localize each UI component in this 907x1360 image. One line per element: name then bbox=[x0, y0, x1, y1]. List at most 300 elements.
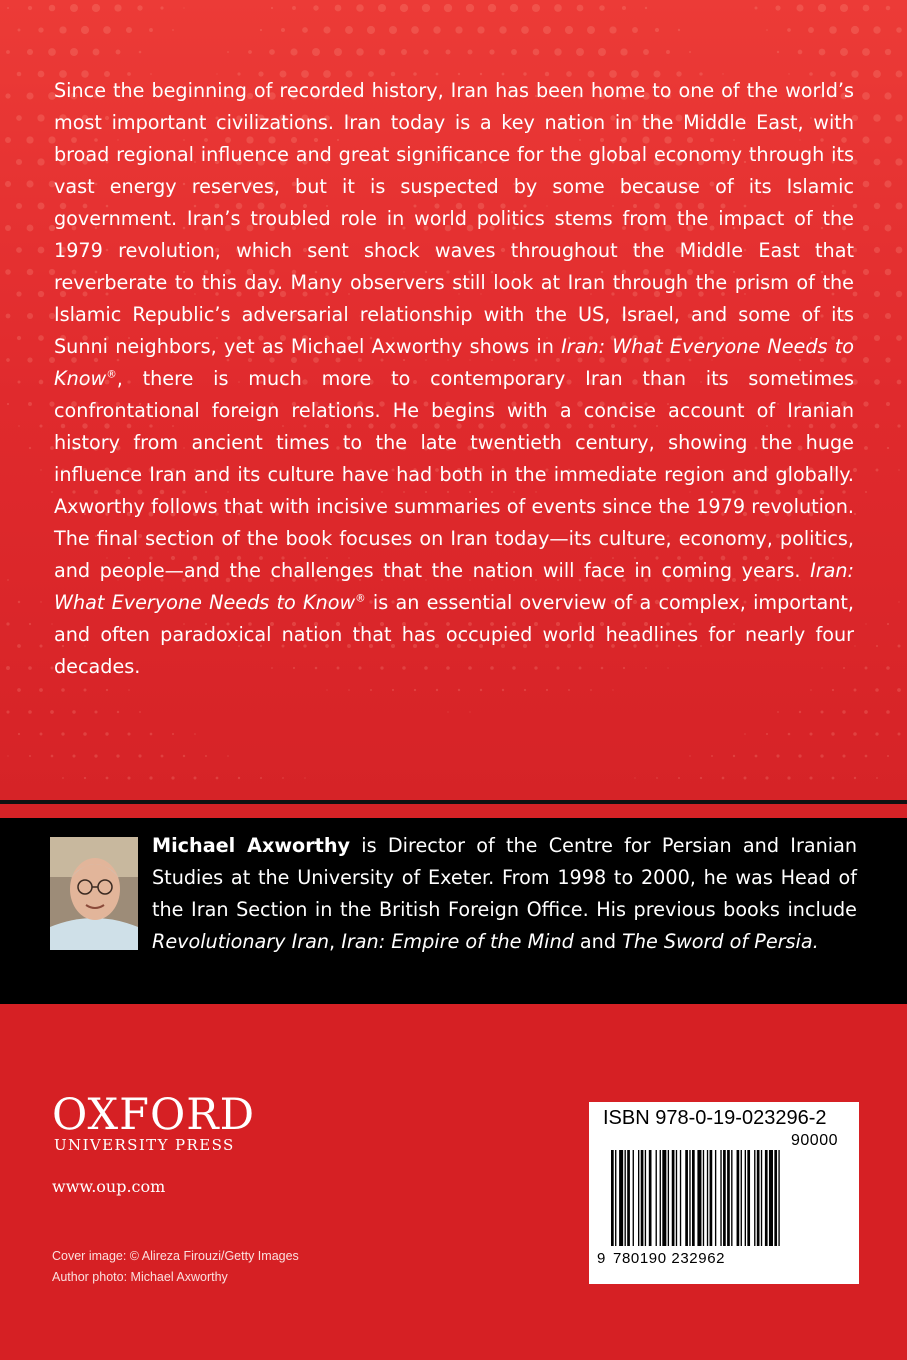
halftone-dot bbox=[137, 5, 142, 10]
halftone-dot bbox=[511, 49, 517, 55]
halftone-dot bbox=[29, 447, 31, 449]
halftone-dot bbox=[521, 26, 529, 34]
halftone-dot bbox=[6, 622, 9, 625]
halftone-dot bbox=[150, 733, 153, 736]
halftone-dot bbox=[414, 689, 416, 691]
barcode-bar bbox=[680, 1150, 681, 1246]
halftone-dot bbox=[205, 755, 207, 757]
halftone-dot bbox=[139, 711, 141, 713]
author-bio bbox=[152, 830, 857, 958]
halftone-dot bbox=[831, 732, 834, 735]
halftone-dot bbox=[510, 4, 518, 12]
halftone-dot bbox=[634, 777, 635, 778]
halftone-dot bbox=[94, 754, 97, 757]
halftone-dot bbox=[643, 49, 649, 55]
halftone-dot bbox=[865, 491, 867, 493]
halftone-dot bbox=[469, 711, 470, 712]
halftone-dot bbox=[887, 623, 889, 625]
halftone-dot bbox=[28, 710, 32, 714]
halftone-dot bbox=[886, 402, 890, 406]
halftone-dot bbox=[887, 755, 889, 757]
halftone-dot bbox=[227, 51, 229, 53]
halftone-dot bbox=[216, 777, 219, 780]
halftone-dot bbox=[304, 777, 305, 778]
halftone-dot bbox=[93, 49, 100, 56]
halftone-dot bbox=[896, 291, 902, 297]
halftone-dot bbox=[875, 732, 878, 735]
halftone-dot bbox=[885, 313, 891, 319]
halftone-dot bbox=[7, 7, 9, 9]
halftone-dot bbox=[194, 733, 196, 735]
barcode-bar bbox=[662, 1150, 666, 1246]
halftone-dot bbox=[444, 4, 452, 12]
halftone-dot bbox=[568, 689, 570, 691]
halftone-dot bbox=[886, 666, 890, 670]
halftone-dot bbox=[48, 48, 56, 56]
halftone-dot bbox=[876, 777, 878, 779]
halftone-dot bbox=[171, 776, 174, 779]
barcode-bar bbox=[625, 1150, 626, 1246]
halftone-dot bbox=[863, 401, 868, 406]
halftone-dot bbox=[896, 27, 902, 33]
halftone-dot bbox=[887, 447, 889, 449]
halftone-dot bbox=[423, 49, 428, 54]
halftone-dot bbox=[777, 711, 779, 713]
halftone-dot bbox=[863, 5, 870, 12]
halftone-dot bbox=[127, 732, 130, 735]
halftone-dot bbox=[874, 379, 880, 385]
barcode-bar bbox=[641, 1150, 644, 1246]
halftone-dot bbox=[886, 6, 891, 11]
halftone-dot bbox=[796, 4, 803, 11]
ean-first-digit: 9 bbox=[597, 1250, 606, 1267]
halftone-dot bbox=[864, 710, 868, 714]
halftone-dot bbox=[477, 26, 484, 33]
halftone-dot bbox=[809, 776, 812, 779]
halftone-dot bbox=[678, 777, 680, 779]
halftone-dot bbox=[565, 26, 573, 34]
halftone-dot bbox=[51, 623, 52, 624]
ean-digits: 780190 232962 bbox=[613, 1250, 726, 1267]
halftone-dot bbox=[865, 667, 868, 670]
barcode-bar bbox=[703, 1150, 704, 1246]
barcode-bar bbox=[660, 1150, 661, 1246]
book-revolutionary-iran: Revolutionary Iran bbox=[152, 930, 330, 953]
halftone-dot bbox=[832, 777, 835, 780]
halftone-dot bbox=[127, 776, 130, 779]
halftone-dot bbox=[622, 6, 626, 10]
halftone-dot bbox=[554, 48, 561, 55]
halftone-dot bbox=[885, 269, 892, 276]
halftone-dot bbox=[401, 49, 407, 55]
halftone-dot bbox=[886, 710, 890, 714]
halftone-dot bbox=[447, 711, 448, 712]
halftone-dot bbox=[389, 26, 397, 34]
barcode-bar bbox=[611, 1150, 614, 1246]
halftone-dot bbox=[898, 733, 901, 736]
halftone-dot bbox=[51, 755, 54, 758]
halftone-dot bbox=[149, 776, 152, 779]
halftone-dot bbox=[16, 115, 22, 121]
halftone-dot bbox=[392, 689, 394, 691]
halftone-dot bbox=[874, 247, 880, 253]
halftone-dot bbox=[863, 181, 870, 188]
halftone-dot bbox=[83, 732, 87, 736]
halftone-dot bbox=[876, 645, 878, 647]
halftone-dot bbox=[853, 732, 857, 736]
halftone-dot bbox=[842, 754, 845, 757]
halftone-dot bbox=[733, 755, 735, 757]
halftone-dot bbox=[798, 754, 801, 757]
halftone-dot bbox=[18, 425, 20, 427]
halftone-dot bbox=[61, 732, 64, 735]
halftone-dot bbox=[840, 48, 848, 56]
halftone-dot bbox=[16, 247, 22, 253]
halftone-dot bbox=[896, 71, 903, 78]
barcode-bar bbox=[715, 1150, 716, 1246]
halftone-dot bbox=[546, 689, 548, 691]
barcode-bar bbox=[645, 1150, 646, 1246]
halftone-dot bbox=[39, 688, 43, 692]
halftone-dot bbox=[766, 733, 768, 735]
halftone-dot bbox=[865, 623, 866, 624]
halftone-dot bbox=[292, 6, 296, 10]
halftone-dot bbox=[755, 7, 758, 10]
halftone-dot bbox=[114, 4, 121, 11]
halftone-dot bbox=[227, 755, 229, 757]
halftone-dot bbox=[72, 754, 75, 757]
barcode-bar bbox=[774, 1150, 777, 1246]
halftone-dot bbox=[326, 689, 327, 690]
halftone-dot bbox=[149, 28, 153, 32]
halftone-dot bbox=[61, 688, 65, 692]
halftone-dot bbox=[269, 49, 275, 55]
halftone-dot bbox=[864, 446, 868, 450]
halftone-dot bbox=[854, 689, 857, 692]
halftone-dot bbox=[27, 49, 33, 55]
barcode-bar bbox=[745, 1150, 746, 1246]
halftone-dot bbox=[722, 777, 725, 780]
halftone-dot bbox=[290, 48, 297, 55]
book-description bbox=[54, 75, 854, 683]
barcode-bar bbox=[747, 1150, 750, 1246]
halftone-dot bbox=[28, 402, 32, 406]
barcode-bar bbox=[692, 1150, 695, 1246]
halftone-dot bbox=[488, 4, 496, 12]
halftone-dot bbox=[874, 159, 881, 166]
description-part-1: Since the beginning of recorded history, Iran has been home to one of the world’s most important civilizations. Iran today is a key nation in the Middle East, with broad regional influence and great significance for the global economy through its vast energy reserves, but it is suspected by some because of its Islamic government. Iran’s troubled role in world politics stems from the impact of the 1979 revolution, which sent shock waves throughout the Middle East that reverberate to this day. Many observers still look at Iran through the prism of the Islamic Republic’s adversarial relationship with the US, Israel, and some of its Sunni neighbors, yet as Michael Axworthy shows in bbox=[54, 79, 854, 358]
halftone-dot bbox=[17, 336, 21, 340]
barcode-bar bbox=[731, 1150, 732, 1246]
halftone-dot bbox=[599, 5, 605, 11]
halftone-dot bbox=[62, 777, 64, 779]
halftone-dot bbox=[689, 51, 691, 53]
barcode-bar bbox=[633, 1150, 634, 1246]
halftone-dot bbox=[139, 51, 142, 54]
halftone-dot bbox=[59, 26, 66, 33]
halftone-dot bbox=[874, 291, 880, 297]
halftone-dot bbox=[897, 424, 900, 427]
halftone-dot bbox=[50, 710, 54, 714]
halftone-dot bbox=[248, 50, 252, 54]
halftone-dot bbox=[16, 291, 21, 296]
halftone-dot bbox=[238, 777, 240, 779]
halftone-dot bbox=[776, 754, 779, 757]
halftone-dot bbox=[808, 27, 814, 33]
author-name: Michael Axworthy bbox=[152, 834, 351, 857]
halftone-dot bbox=[612, 689, 613, 690]
halftone-dot bbox=[106, 689, 108, 691]
halftone-dot bbox=[37, 114, 44, 121]
halftone-dot bbox=[29, 755, 31, 757]
halftone-dot bbox=[40, 733, 43, 736]
barcode-bar bbox=[697, 1150, 701, 1246]
halftone-dot bbox=[840, 4, 848, 12]
halftone-dot bbox=[896, 335, 902, 341]
halftone-dot bbox=[105, 732, 108, 735]
bio-and: and bbox=[573, 930, 623, 953]
halftone-dot bbox=[897, 380, 902, 385]
halftone-dot bbox=[172, 733, 174, 735]
halftone-dot bbox=[72, 710, 75, 713]
barcode-bar bbox=[656, 1150, 657, 1246]
halftone-dot bbox=[70, 4, 78, 12]
halftone-dot bbox=[863, 313, 869, 319]
halftone-dot bbox=[39, 380, 44, 385]
halftone-dot bbox=[6, 50, 10, 54]
halftone-dot bbox=[6, 314, 11, 319]
barcode-bar bbox=[707, 1150, 708, 1246]
halftone-dot bbox=[744, 733, 746, 735]
barcode-bar bbox=[638, 1150, 639, 1246]
publisher-url[interactable]: www.oup.com bbox=[52, 1177, 166, 1196]
registered-mark: ® bbox=[106, 368, 117, 381]
halftone-dot bbox=[379, 49, 386, 56]
halftone-dot bbox=[700, 777, 702, 779]
halftone-dot bbox=[17, 688, 21, 692]
halftone-dot bbox=[897, 688, 901, 692]
barcode-bar bbox=[619, 1150, 623, 1246]
halftone-dot bbox=[81, 26, 89, 34]
halftone-dot bbox=[7, 579, 9, 581]
halftone-dot bbox=[798, 50, 803, 55]
halftone-dot bbox=[27, 225, 34, 232]
halftone-dot bbox=[524, 689, 526, 691]
halftone-dot bbox=[755, 755, 758, 758]
halftone-dot bbox=[6, 710, 9, 713]
halftone-dot bbox=[576, 48, 584, 56]
halftone-dot bbox=[895, 114, 902, 121]
halftone-dot bbox=[138, 754, 141, 757]
halftone-dot bbox=[819, 49, 826, 56]
halftone-dot bbox=[260, 29, 262, 31]
halftone-dot bbox=[874, 203, 880, 209]
halftone-dot bbox=[788, 733, 791, 736]
halftone-dot bbox=[854, 777, 856, 779]
halftone-dot bbox=[863, 357, 869, 363]
halftone-dot bbox=[466, 4, 474, 12]
halftone-dot bbox=[499, 26, 506, 33]
halftone-dot bbox=[632, 27, 638, 33]
barcode-bar bbox=[710, 1150, 713, 1246]
halftone-dot bbox=[468, 50, 473, 55]
halftone-dot bbox=[898, 469, 900, 471]
halftone-dot bbox=[885, 357, 890, 362]
halftone-dot bbox=[862, 136, 869, 143]
bio-comma: , bbox=[329, 930, 342, 953]
halftone-dot bbox=[873, 114, 881, 122]
halftone-dot bbox=[312, 48, 320, 56]
author-bio-text: is Director of the Centre for Persian and Iranian Studies at the University of Exeter. From 1998 to 2000, he was Head of the Iran Section in the British Foreign Office. His previous books include bbox=[152, 834, 857, 921]
halftone-dot bbox=[884, 136, 891, 143]
barcode-bar bbox=[765, 1150, 768, 1246]
halftone-dot bbox=[895, 158, 902, 165]
halftone-dot bbox=[554, 4, 562, 12]
halftone-dot bbox=[422, 4, 430, 12]
halftone-dot bbox=[18, 601, 20, 603]
halftone-dot bbox=[666, 50, 670, 54]
halftone-dot bbox=[281, 28, 285, 32]
halftone-dot bbox=[28, 666, 32, 670]
halftone-dot bbox=[829, 26, 837, 34]
halftone-dot bbox=[92, 4, 100, 12]
halftone-dot bbox=[116, 50, 121, 55]
halftone-dot bbox=[38, 335, 44, 341]
publisher-logo-subtitle: UNIVERSITY PRESS bbox=[54, 1136, 235, 1154]
author-portrait-image bbox=[50, 837, 138, 950]
halftone-dot bbox=[5, 137, 11, 143]
halftone-dot bbox=[620, 48, 627, 55]
halftone-dot bbox=[799, 711, 801, 713]
halftone-dot bbox=[18, 29, 21, 32]
halftone-dot bbox=[18, 733, 20, 735]
halftone-dot bbox=[28, 6, 32, 10]
halftone-dot bbox=[777, 51, 779, 53]
halftone-dot bbox=[818, 4, 826, 12]
halftone-dot bbox=[5, 181, 11, 187]
halftone-dot bbox=[40, 601, 41, 602]
halftone-dot bbox=[94, 710, 97, 713]
halftone-dot bbox=[873, 26, 880, 33]
halftone-dot bbox=[128, 689, 130, 691]
halftone-dot bbox=[334, 48, 342, 56]
halftone-dot bbox=[577, 5, 584, 12]
halftone-dot bbox=[854, 513, 856, 515]
halftone-dot bbox=[433, 26, 440, 33]
cover-image-credit: Cover image: © Alireza Firouzi/Getty Images bbox=[52, 1249, 299, 1263]
halftone-dot bbox=[27, 357, 32, 362]
halftone-dot bbox=[103, 26, 111, 34]
halftone-dot bbox=[29, 623, 31, 625]
barcode-icon bbox=[611, 1150, 849, 1248]
barcode-panel bbox=[589, 1102, 859, 1284]
halftone-dot bbox=[26, 136, 33, 143]
barcode-bar bbox=[685, 1150, 688, 1246]
halftone-dot bbox=[787, 28, 791, 32]
halftone-dot bbox=[854, 645, 855, 646]
barcode-bar bbox=[723, 1150, 726, 1246]
halftone-dot bbox=[39, 424, 42, 427]
halftone-dot bbox=[400, 4, 408, 12]
halftone-dot bbox=[458, 689, 460, 691]
halftone-dot bbox=[446, 50, 451, 55]
barcode-bar bbox=[737, 1150, 740, 1246]
halftone-dot bbox=[820, 754, 823, 757]
halftone-dot bbox=[183, 755, 185, 757]
author-photo-credit: Author photo: Michael Axworthy bbox=[52, 1270, 228, 1284]
halftone-dot bbox=[598, 48, 606, 56]
halftone-dot bbox=[862, 92, 870, 100]
halftone-dot bbox=[865, 755, 868, 758]
halftone-dot bbox=[38, 27, 43, 32]
halftone-dot bbox=[875, 424, 880, 429]
halftone-dot bbox=[587, 26, 595, 34]
barcode-bar bbox=[627, 1150, 630, 1246]
halftone-dot bbox=[876, 469, 879, 472]
halftone-dot bbox=[898, 645, 901, 648]
publisher-logo-oxford: OXFORD bbox=[52, 1090, 256, 1140]
halftone-dot bbox=[842, 710, 845, 713]
halftone-dot bbox=[126, 27, 132, 33]
halftone-dot bbox=[282, 777, 284, 779]
halftone-dot bbox=[348, 689, 350, 691]
halftone-dot bbox=[590, 689, 592, 691]
halftone-dot bbox=[810, 689, 812, 691]
halftone-dot bbox=[37, 202, 44, 209]
halftone-dot bbox=[356, 4, 364, 12]
halftone-dot bbox=[655, 28, 659, 32]
publisher-panel bbox=[0, 1004, 907, 1360]
halftone-dot bbox=[873, 70, 881, 78]
price-code: 90000 bbox=[791, 1132, 838, 1149]
author-photo bbox=[50, 837, 138, 950]
halftone-dot bbox=[609, 26, 616, 33]
halftone-dot bbox=[271, 7, 273, 9]
halftone-dot bbox=[7, 755, 8, 756]
halftone-dot bbox=[502, 689, 504, 691]
halftone-dot bbox=[885, 49, 891, 55]
halftone-dot bbox=[161, 755, 164, 758]
halftone-dot bbox=[896, 247, 903, 254]
halftone-dot bbox=[863, 225, 869, 231]
halftone-dot bbox=[862, 48, 870, 56]
halftone-dot bbox=[84, 689, 87, 692]
halftone-dot bbox=[5, 269, 11, 275]
halftone-dot bbox=[832, 689, 834, 691]
halftone-dot bbox=[40, 469, 41, 470]
barcode-bar bbox=[769, 1150, 773, 1246]
halftone-dot bbox=[766, 29, 768, 31]
halftone-dot bbox=[6, 666, 10, 670]
halftone-dot bbox=[543, 26, 551, 34]
halftone-dot bbox=[27, 313, 33, 319]
isbn-number: ISBN 978-0-19-023296-2 bbox=[603, 1107, 827, 1129]
halftone-dot bbox=[194, 777, 197, 780]
divider-gap bbox=[0, 804, 907, 818]
halftone-dot bbox=[765, 776, 768, 779]
halftone-dot bbox=[884, 180, 891, 187]
halftone-dot bbox=[17, 644, 21, 648]
book-empire-of-the-mind: Iran: Empire of the Mind bbox=[341, 930, 574, 953]
halftone-dot bbox=[39, 644, 42, 647]
halftone-dot bbox=[809, 732, 812, 735]
halftone-dot bbox=[678, 29, 680, 31]
halftone-dot bbox=[17, 72, 22, 77]
halftone-dot bbox=[356, 48, 364, 56]
halftone-dot bbox=[260, 777, 262, 779]
author-band bbox=[0, 818, 907, 1004]
halftone-dot bbox=[160, 6, 163, 9]
